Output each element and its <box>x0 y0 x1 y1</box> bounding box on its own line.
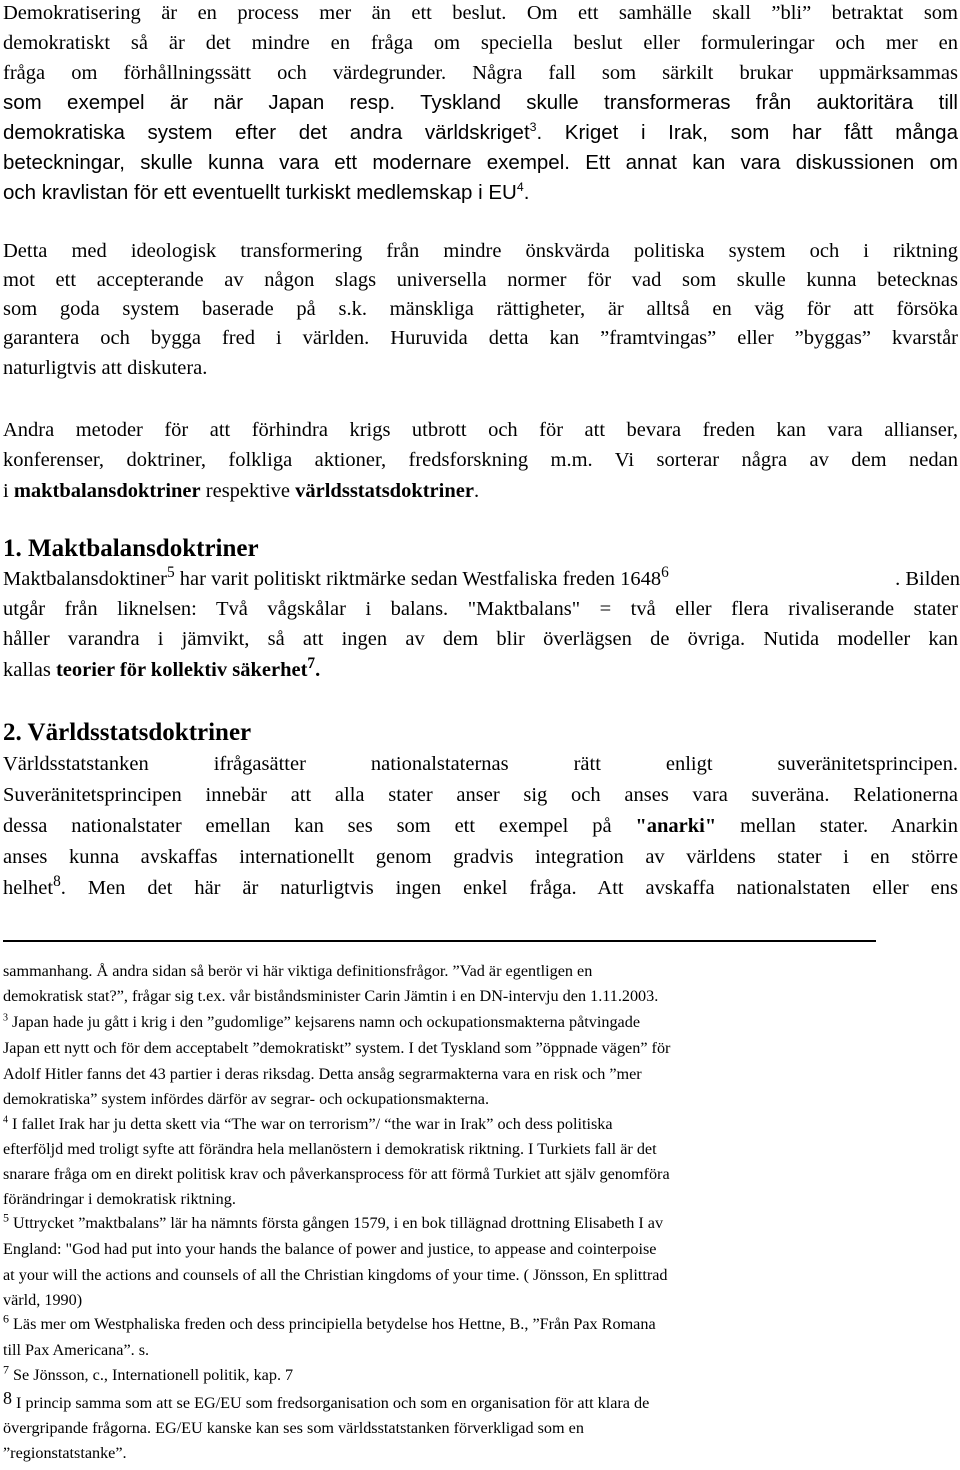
section2-line3 <box>3 814 958 838</box>
footnote-separator <box>3 940 876 942</box>
term-anarki: "anarki" <box>635 815 717 837</box>
para2-line3: som goda system baserade på s.k. mänskliga rättigheter, är alltså en väg för att försöka <box>3 298 958 320</box>
section2-line3-text-a: dessa nationalstater emellan kan ses som ett exempel på <box>3 815 636 837</box>
footnote-8-line2: övergripande frågorna. EG/EU kanske kan ses som världsstatstanken förverkligad som en <box>3 1419 584 1437</box>
para3-line3-text-c: respektive <box>200 480 296 502</box>
footnote-ref-8[interactable]: 8 <box>53 873 61 891</box>
section1-line1-text-a: Maktbalansdoktiner <box>3 568 167 590</box>
footnote-5-line4: värld, 1990) <box>3 1291 83 1309</box>
section2-line5 <box>3 873 958 900</box>
section1-line4 <box>3 655 958 682</box>
para2-line2: mot ett accepterande av någon slags universella normer för vad som skulle kunna betecknas <box>3 269 958 291</box>
para1-line7 <box>3 181 958 205</box>
footnote-6-text: Läs mer om Westphaliska freden och dess principiella betydelse hos Hettne, B., ”Från Pax Romana <box>9 1315 656 1333</box>
footnote-8-line3: ”regionstatstanke”. <box>3 1444 127 1462</box>
section1-line3: håller varandra i jämvikt, så att ingen av dem blir överlägsen de övriga. Nutida modeller kan <box>3 628 958 650</box>
footnote-4-number: 4 <box>3 1114 8 1126</box>
footnote-4-line3: snarare fråga om en direkt politisk krav och påverkansprocess för att förmå Turkiet att själv genomföra <box>3 1165 670 1183</box>
para2-line1: Detta med ideologisk transformering från mindre önskvärda politiska system och i riktning <box>3 240 958 262</box>
footnote-8-line1 <box>3 1388 650 1413</box>
section2-line1: Världsstatstanken ifrågasätter nationalstaternas rätt enligt suveränitetsprincipen. <box>3 753 958 775</box>
term-varldsstatsdoktriner: världsstatsdoktriner <box>295 480 474 502</box>
footnote-5-line1 <box>3 1210 664 1233</box>
section2-line4: anses kunna avskaffas internationellt genom gradvis integration av världens stater i en större <box>3 846 958 868</box>
section2-line2: Suveränitetsprincipen innebär att alla stater anser sig och anses vara suveräna. Relationerna <box>3 784 958 806</box>
para2-line5: naturligtvis att diskutera. <box>3 357 208 379</box>
footnote-7-text: Se Jönsson, c., Internationell politik, kap. 7 <box>9 1366 294 1384</box>
section1-line4-text-c: . <box>315 659 321 681</box>
footnote-6-line2: till Pax Americana”. s. <box>3 1341 150 1359</box>
para1-line1: Demokratisering är en process mer än ett beslut. Om ett samhälle skall ”bli” betraktat som <box>3 2 958 24</box>
footnote-4-text: I fallet Irak har ju detta skett via “The war on terrorism”/ “the war in Irak” och dess politiska <box>8 1115 613 1133</box>
footnote-3-line1 <box>3 1012 640 1032</box>
section1-heading: 1. Maktbalansdoktriner <box>3 535 259 562</box>
footnote-ref-5[interactable]: 5 <box>166 564 175 582</box>
footnote-5-line3: at your will the actions and counsels of all the Christian kingdoms of your time. ( Jönsson, En splittrad <box>3 1266 668 1284</box>
para3-line2: konferenser, doktriner, folkliga aktioner, fredsforskning m.m. Vi sorterar några av dem nedan <box>3 449 958 471</box>
para1-line5-text-b: . Kriget i Irak, som har fått många <box>536 121 958 144</box>
para2-line4: garantera och bygga fred i världen. Huruvida detta kan ”framtvingas” eller ”byggas” kvarstår <box>3 327 958 349</box>
para1-line6: beteckningar, skulle kunna vara ett modernare exempel. Ett annat kan vara diskussionen om <box>3 151 958 174</box>
para1-line5-text-a: demokratiska system efter det andra världskriget <box>3 121 530 144</box>
footnote-6-line1 <box>3 1311 656 1334</box>
footnote-8-number: 8 <box>3 1388 12 1408</box>
para3-line1: Andra metoder för att förhindra krigs utbrott och för att bevara freden kan vara allianser, <box>3 419 958 441</box>
section1-line1-text-b: har varit politiskt riktmärke sedan Westfaliska freden 1648 <box>174 568 662 590</box>
para1-line5 <box>3 121 958 145</box>
footnote-3-line2: Japan ett nytt och för dem acceptabelt ”demokratiskt” system. I det Tyskland som ”öppnade vägen” för <box>3 1039 671 1057</box>
footnote-3-line4: demokratiska” system infördes därför av segrar- och ockupationsmakterna. <box>3 1090 490 1108</box>
footnote-ref-3[interactable]: 3 <box>529 120 537 135</box>
footnote-ref-7[interactable]: 7 <box>307 655 316 673</box>
footnote-continuation-line2: demokratisk stat?”, frågar sig t.ex. vår biståndsminister Carin Jämtin i en DN-intervju den 1.11.2003. <box>3 987 659 1005</box>
footnote-ref-4[interactable]: 4 <box>516 180 524 195</box>
para1-line3 <box>3 61 958 85</box>
section2-line3-text-c: mellan stater. Anarkin <box>716 815 958 837</box>
term-kollektiv-sakerhet: teorier för kollektiv säkerhet <box>55 659 308 681</box>
para3-line3-text-e: . <box>473 480 480 502</box>
section1-line1 <box>3 564 960 591</box>
footnote-3-text: Japan hade ju gått i krig i den ”gudomlige” kejsarens namn och ockupationsmakterna påtvingade <box>8 1013 641 1031</box>
para1-line7-text-b: . <box>523 181 530 204</box>
section2-heading: 2. Världsstatsdoktriner <box>3 719 252 746</box>
para1-line2: demokratiskt så är det mindre en fråga om speciella beslut eller formuleringar och mer en <box>3 32 958 54</box>
footnote-7-number: 7 <box>3 1362 9 1377</box>
section1-line4-text-a: kallas <box>3 659 56 681</box>
footnote-7-line1 <box>3 1362 294 1385</box>
para3-line3-text-a: i <box>3 480 14 502</box>
footnote-4-line4: förändringar i demokratisk riktning. <box>3 1190 236 1208</box>
section1-line2: utgår från liknelsen: Två vågskålar i balans. "Maktbalans" = två eller flera rivaliserande stater <box>3 598 958 620</box>
footnote-6-number: 6 <box>3 1311 9 1326</box>
footnote-8-text: I princip samma som att se EG/EU som fredsorganisation och som en organisation för att klara de <box>12 1394 650 1412</box>
footnote-5-number: 5 <box>3 1210 9 1225</box>
footnote-5-text: Uttrycket ”maktbalans” lär ha nämnts första gången 1579, i en bok tillägnad drottning Elisabeth I av <box>9 1214 664 1232</box>
footnote-ref-6[interactable]: 6 <box>661 564 669 582</box>
para1-line7-text-a: och kravlistan för ett eventuellt turkiskt medlemskap i EU <box>3 181 517 204</box>
para1-line3-text: fråga om förhållningssätt och värdegrunder. Några fall som särkilt brukar uppmärksammas <box>3 62 958 84</box>
footnote-continuation-line1: sammanhang. Å andra sidan så berör vi här viktiga definitionsfrågor. ”Vad är egentligen en <box>3 962 593 980</box>
para3-line3 <box>3 479 958 503</box>
term-maktbalansdoktriner: maktbalansdoktriner <box>13 480 201 502</box>
section2-line5-text-b: . Men det här är naturligtvis ingen enkel fråga. Att avskaffa nationalstaten eller ens <box>60 877 958 899</box>
para1-line4: som exempel är när Japan resp. Tyskland skulle transformeras från auktoritära till <box>3 91 958 114</box>
footnote-3-line3: Adolf Hitler fanns det 43 partier i deras riksdag. Detta ansåg segrarmakterna vara en risk och ”mer <box>3 1065 642 1083</box>
section1-line1-text-c: . Bilden <box>895 568 960 590</box>
footnote-4-line1 <box>3 1114 613 1134</box>
section2-line5-text-a: helhet <box>3 877 54 899</box>
footnote-5-line2: England: "God had put into your hands the balance of power and justice, to appease and cointerpoise <box>3 1240 657 1258</box>
footnote-3-number: 3 <box>3 1012 8 1024</box>
footnote-4-line2: efterföljd med troligt syfte att förändra hela mellanöstern i demokratisk riktning. I Turkiets fall är det <box>3 1140 657 1158</box>
